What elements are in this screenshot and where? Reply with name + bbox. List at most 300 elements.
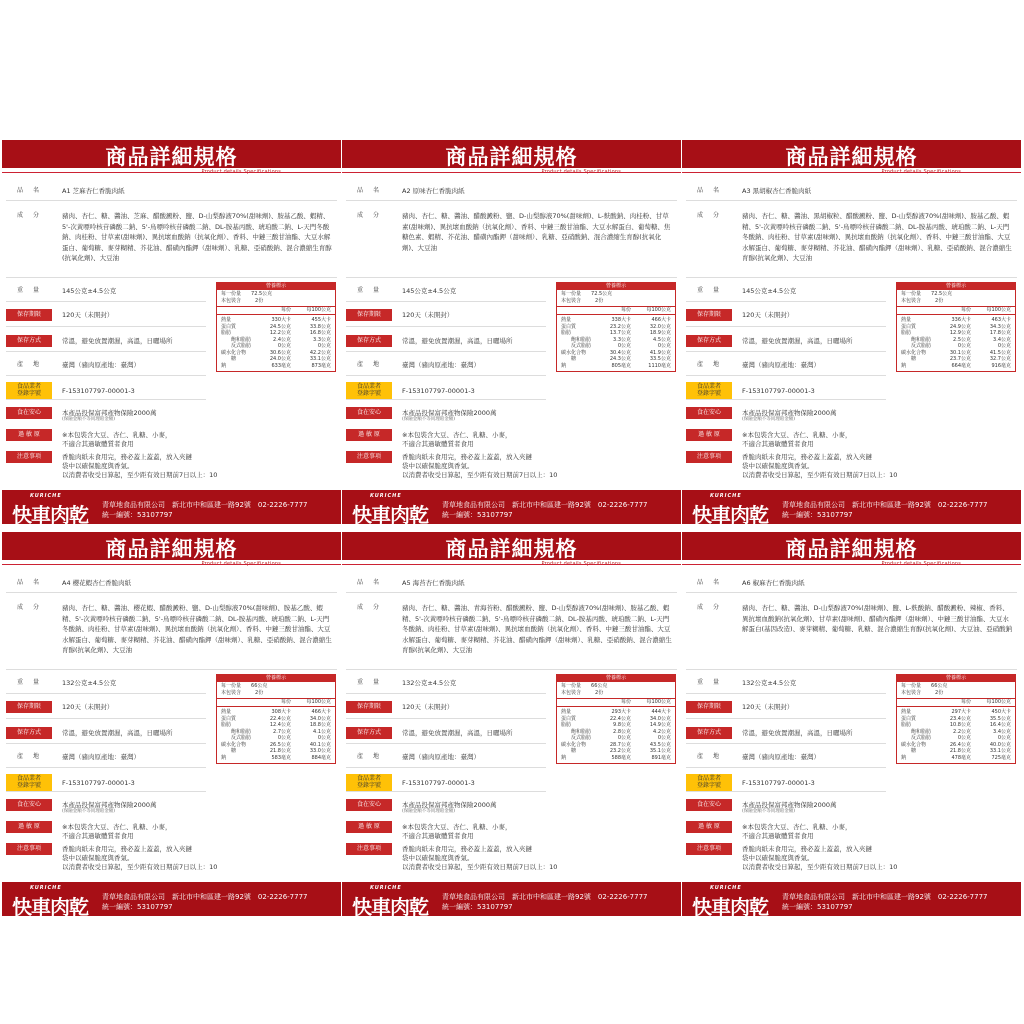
- nutrition-columns: [217, 699, 335, 707]
- serving-size-row: [561, 683, 671, 690]
- nutrition-columns: [897, 307, 1015, 315]
- shelf-life-value: 120天（未開封）: [402, 311, 454, 319]
- nutrient-per-serving: 633毫克: [271, 362, 291, 369]
- brand-logo: 快車肉乾: [352, 503, 428, 524]
- nutrition-rows: [897, 707, 1015, 763]
- panel-footer: [682, 882, 1021, 916]
- nutrient-per-100g: 4.1公克: [313, 728, 331, 735]
- nutrient-name: 碳水化合物: [561, 741, 587, 748]
- nutrient-per-serving: 0公克: [277, 735, 291, 741]
- row-divider: [686, 326, 886, 327]
- nutrient-per-100g: 41.5公克: [989, 349, 1011, 356]
- allergen-label: 過 敏 原: [346, 821, 392, 833]
- col-per-100g: 每100公克: [646, 699, 671, 705]
- header-divider: [682, 172, 1021, 173]
- nutrient-name: 蛋白質: [221, 323, 237, 330]
- storage-label: 保存方式: [346, 727, 392, 739]
- insurance-label: 食在安心: [346, 799, 392, 811]
- row-divider: [686, 718, 886, 719]
- nutrient-per-serving: 23.2公克: [609, 323, 631, 330]
- weight-label: 重 量: [16, 679, 41, 686]
- nutrition-columns: [557, 307, 675, 315]
- nutrient-per-100g: 35.1公克: [649, 748, 671, 754]
- panel-footer: [342, 490, 681, 524]
- nutrition-columns: [217, 307, 335, 315]
- allergen-value: ※本包裝含大豆、杏仁、乳糖、小麥，: [402, 823, 512, 831]
- nutrient-name: 飽和脂肪: [911, 728, 932, 735]
- nutrition-rows: [557, 707, 675, 763]
- insurance-value: 本產品投保富邦產物保險2000萬: [742, 801, 837, 809]
- registration-value: F-153107797-00001-3: [62, 387, 135, 395]
- allergen-label: 過 敏 原: [686, 429, 732, 441]
- nutrition-serving: [897, 682, 1015, 699]
- weight-value: 132公克±4.5公克: [62, 679, 117, 687]
- header-divider: [342, 172, 681, 173]
- serving-size-label: 每一份量: [901, 291, 922, 297]
- nutrient-per-100g: 455大卡: [311, 317, 331, 323]
- shelf-life-label: 保存期限: [346, 701, 392, 713]
- nutrition-table: [556, 674, 676, 764]
- nutrient-per-serving: 24.5公克: [269, 323, 291, 330]
- nutrition-columns: [897, 699, 1015, 707]
- nutrient-name: 鈉: [221, 362, 227, 369]
- nutrient-per-serving: 22.4公克: [269, 715, 291, 722]
- header-divider: [2, 172, 341, 173]
- nutrient-per-serving: 23.7公克: [949, 356, 971, 362]
- nutrient-per-serving: 583毫克: [271, 754, 291, 761]
- weight-value: 145公克±4.5公克: [62, 287, 117, 295]
- nutrient-name: 脂肪: [221, 722, 232, 728]
- allergen-value: ※本包裝含大豆、杏仁、乳糖、小麥，: [742, 823, 852, 831]
- col-per-serving: 每份: [960, 307, 971, 313]
- nutrient-per-serving: 13.7公克: [609, 330, 631, 336]
- nutrient-per-100g: 4.5公克: [653, 336, 671, 343]
- company-info: 青草地食品有限公司 新北市中和區建一路92號 02-2226-7777: [102, 501, 308, 509]
- nutrient-per-serving: 30.6公克: [269, 349, 291, 356]
- product-name-label: 品 名: [356, 579, 381, 586]
- serving-size-row: [561, 291, 671, 298]
- origin-value: 臺灣（豬肉原產地：臺灣）: [62, 361, 140, 369]
- product-panel: [342, 140, 681, 524]
- nutrient-per-serving: 24.0公克: [269, 356, 291, 362]
- notice-line: 以消費者收受日算起，至少距有效日期前7日以上：10: [62, 471, 218, 479]
- registration-value: F-153107797-00001-3: [742, 387, 815, 395]
- nutrition-serving: [217, 682, 335, 699]
- serving-size-label: 每一份量: [221, 291, 242, 297]
- insurance-label: 食在安心: [686, 407, 732, 419]
- servings-label: 本包裝含: [221, 690, 242, 696]
- nutrient-per-100g: 0公克: [317, 343, 331, 349]
- nutrient-per-serving: 0公克: [617, 735, 631, 741]
- nutrient-per-serving: 28.7公克: [609, 741, 631, 748]
- notice-label: 注意事項: [686, 451, 732, 463]
- panel-header: [2, 532, 341, 560]
- row-divider: [346, 399, 546, 400]
- shelf-life-value: 120天（未開封）: [402, 703, 454, 711]
- nutrient-per-serving: 0公克: [957, 735, 971, 741]
- notice-line: 袋中以確保脆度與香氣。: [402, 462, 474, 470]
- nutrient-per-serving: 22.4公克: [609, 715, 631, 722]
- row-divider: [346, 669, 677, 670]
- servings-label: 本包裝含: [561, 690, 582, 696]
- nutrient-per-100g: 33.1公克: [989, 748, 1011, 754]
- notice-line: 以消費者收受日算起，至少距有效日期前7日以上：10: [402, 471, 558, 479]
- insurance-note: (保險金額不等同理賠金額): [742, 417, 796, 422]
- nutrient-per-100g: 32.7公克: [989, 356, 1011, 362]
- serving-size-value: 66公克: [251, 683, 268, 689]
- row-divider: [686, 301, 886, 302]
- nutrient-name: 蛋白質: [221, 715, 237, 722]
- nutrient-per-serving: 21.8公克: [949, 748, 971, 754]
- row-divider: [6, 375, 206, 376]
- nutrient-per-serving: 2.4公克: [273, 336, 291, 343]
- nutrient-name: 熱量: [901, 317, 912, 323]
- weight-label: 重 量: [696, 679, 721, 686]
- ingredients-value: 豬肉、杏仁、糖、醬油、黑胡椒粒、醋酸澱粉、鹽、D-山梨醇液70%(甜味劑)、胺基乙酸、蝦精、5'-次黃嘌呤核苷磷酸二鈉、5'-鳥嘌呤核苷磷酸二鈉、DL-胺基丙酸、琥珀酸二鈉、L-天門冬酸鈉、肉桂粉、甘草素(甜味劑)、異抗壞血酸鈉（抗氧化劑）、香料、中鏈三酸甘油酯、大豆水解蛋白、葡萄糖、麥芽糊精、芥花油、醋磺內酯鉀（甜味劑）、乳糖、亞硝酸鈉、混合濃縮生育醇(抗氧化劑)、大豆油: [742, 212, 1012, 262]
- panel-header: [342, 140, 681, 168]
- notice-label: 注意事項: [6, 451, 52, 463]
- serving-size-value: 72.5公克: [591, 291, 613, 297]
- row-divider: [6, 200, 337, 201]
- weight-label: 重 量: [356, 287, 381, 294]
- row-divider: [6, 669, 337, 670]
- nutrition-title: 營養標示: [217, 675, 335, 682]
- origin-label: 產 地: [16, 361, 41, 368]
- panel-footer: [682, 490, 1021, 524]
- panel-footer: [342, 882, 681, 916]
- weight-value: 145公克±4.5公克: [402, 287, 457, 295]
- nutrient-per-100g: 16.4公克: [989, 722, 1011, 728]
- row-divider: [686, 693, 886, 694]
- nutrient-per-serving: 336大卡: [951, 317, 971, 323]
- weight-label: 重 量: [16, 287, 41, 294]
- nutrient-per-100g: 3.4公克: [993, 728, 1011, 735]
- origin-value: 臺灣（豬肉原產地：臺灣）: [402, 361, 480, 369]
- nutrition-title: 營養標示: [897, 675, 1015, 682]
- storage-label: 保存方式: [686, 727, 732, 739]
- nutrition-table: [216, 282, 336, 372]
- nutrient-per-100g: 18.8公克: [309, 722, 331, 728]
- row-divider: [346, 200, 677, 201]
- nutrition-row: [217, 755, 335, 762]
- panel-title: 商品詳細規格: [445, 145, 578, 169]
- nutrient-per-serving: 12.2公克: [269, 330, 291, 336]
- allergen-value: ※本包裝含大豆、杏仁、乳糖、小麥，: [742, 431, 852, 439]
- product-name-label: 品 名: [696, 579, 721, 586]
- nutrient-per-serving: 0公克: [617, 343, 631, 349]
- nutrient-per-100g: 34.3公克: [989, 323, 1011, 330]
- servings-value: 2份: [255, 298, 264, 304]
- nutrient-name: 糖: [231, 356, 237, 362]
- nutrient-name: 熱量: [221, 709, 232, 715]
- product-name-value: A5 海苔杏仁香脆肉紙: [402, 579, 465, 587]
- nutrient-per-100g: 3.4公克: [993, 336, 1011, 343]
- servings-row: [561, 298, 671, 305]
- registration-label: 食品業者 登錄字號: [686, 774, 732, 791]
- product-panel: [682, 532, 1021, 916]
- servings-value: 2份: [595, 690, 604, 696]
- servings-label: 本包裝含: [561, 298, 582, 304]
- brand-logo: 快車肉乾: [352, 895, 428, 916]
- row-divider: [686, 767, 886, 768]
- ingredients-label: 成 分: [16, 604, 41, 611]
- nutrient-per-100g: 43.5公克: [649, 741, 671, 748]
- insurance-note: (保險金額不等同理賠金額): [62, 809, 116, 814]
- brand-logo: 快車肉乾: [692, 503, 768, 524]
- allergen-label: 過 敏 原: [6, 821, 52, 833]
- nutrient-per-serving: 297大卡: [951, 709, 971, 715]
- brand-logo: 快車肉乾: [12, 895, 88, 916]
- nutrient-per-100g: 41.9公克: [649, 349, 671, 356]
- nutrition-serving: [217, 290, 335, 307]
- row-divider: [6, 277, 337, 278]
- insurance-value: 本產品投保富邦產物保險2000萬: [742, 409, 837, 417]
- nutrient-per-100g: 466大卡: [651, 317, 671, 323]
- storage-label: 保存方式: [6, 335, 52, 347]
- nutrient-per-100g: 450大卡: [991, 709, 1011, 715]
- row-divider: [686, 669, 1017, 670]
- allergen-note: 不適合其過敏體質者食用: [62, 832, 134, 840]
- nutrient-per-serving: 2.2公克: [953, 728, 971, 735]
- nutrient-name: 碳水化合物: [561, 349, 587, 356]
- nutrient-per-serving: 0公克: [957, 343, 971, 349]
- header-divider: [682, 564, 1021, 565]
- brand-logo-small: KURICHE: [710, 885, 742, 891]
- allergen-note: 不適合其過敏體質者食用: [742, 832, 814, 840]
- nutrient-name: 反式脂肪: [911, 735, 932, 741]
- nutrient-name: 鈉: [901, 362, 907, 369]
- storage-value: 常溫，避免放置潮濕，高溫，日曬場所: [62, 729, 173, 737]
- nutrient-name: 糖: [571, 748, 577, 754]
- registration-label: 食品業者 登錄字號: [6, 774, 52, 791]
- panel-header: [682, 532, 1021, 560]
- product-name-value: A1 芝麻杏仁香脆肉紙: [62, 187, 125, 195]
- nutrient-per-100g: 40.0公克: [989, 741, 1011, 748]
- panel-title: 商品詳細規格: [785, 537, 918, 561]
- nutrition-table: [896, 674, 1016, 764]
- nutrient-per-serving: 9.8公克: [613, 722, 631, 728]
- brand-logo-small: KURICHE: [710, 493, 742, 499]
- nutrient-per-serving: 2.8公克: [613, 728, 631, 735]
- nutrient-per-100g: 14.9公克: [649, 722, 671, 728]
- ingredients-value: 豬肉、杏仁、糖、醬油、D-山梨醇液70%(甜味劑)、鹽、L-麩酸鈉、醋酸澱粉、辣椒、香料、異抗壞血酸鈉(抗氧化劑)、甘草素(甜味劑)、醋磺內酯鉀（甜味劑）、中鏈三酸甘油酯、大豆水解蛋白(基因改造)、麥芽糊精、葡萄糖、乳糖、混合濃縮生育醇(抗氧化劑)、大豆油、亞硝酸鈉: [742, 604, 1013, 633]
- notice-value: 香脆肉紙未食用完，務必蓋上蓋蓋，放入夾鏈: [62, 453, 192, 461]
- nutrient-per-serving: 588毫克: [611, 754, 631, 761]
- insurance-value: 本產品投保富邦產物保險2000萬: [62, 409, 157, 417]
- row-divider: [346, 351, 546, 352]
- row-divider: [6, 399, 206, 400]
- shelf-life-value: 120天（未開封）: [62, 703, 114, 711]
- nutrient-per-serving: 12.4公克: [269, 722, 291, 728]
- row-divider: [6, 767, 206, 768]
- row-divider: [686, 791, 886, 792]
- weight-value: 132公克±4.5公克: [402, 679, 457, 687]
- row-divider: [6, 592, 337, 593]
- nutrition-row: [217, 363, 335, 370]
- allergen-note: 不適合其過敏體質者食用: [62, 440, 134, 448]
- company-info: 青草地食品有限公司 新北市中和區建一路92號 02-2226-7777: [442, 501, 648, 509]
- nutrient-per-100g: 0公克: [317, 735, 331, 741]
- nutrient-name: 脂肪: [561, 722, 572, 728]
- tax-id: 統一編號：53107797: [102, 903, 173, 911]
- nutrient-name: 反式脂肪: [231, 343, 252, 349]
- storage-value: 常溫，避免放置潮濕，高溫，日曬場所: [62, 337, 173, 345]
- shelf-life-value: 120天（未開封）: [62, 311, 114, 319]
- nutrient-name: 飽和脂肪: [231, 728, 252, 735]
- weight-label: 重 量: [356, 679, 381, 686]
- nutrient-name: 反式脂肪: [571, 343, 592, 349]
- serving-size-row: [221, 291, 331, 298]
- storage-value: 常溫，避免放置潮濕，高溫，日曬場所: [742, 729, 853, 737]
- nutrient-per-100g: 3.3公克: [313, 336, 331, 343]
- nutrient-name: 飽和脂肪: [231, 336, 252, 343]
- nutrition-serving: [557, 290, 675, 307]
- company-info: 青草地食品有限公司 新北市中和區建一路92號 02-2226-7777: [782, 893, 988, 901]
- nutrient-name: 蛋白質: [561, 715, 577, 722]
- tax-id: 統一編號：53107797: [782, 903, 853, 911]
- nutrient-name: 飽和脂肪: [571, 336, 592, 343]
- nutrition-row: [897, 363, 1015, 370]
- row-divider: [6, 693, 206, 694]
- serving-size-value: 72.5公克: [931, 291, 953, 297]
- nutrient-per-serving: 805毫克: [611, 362, 631, 369]
- notice-line: 以消費者收受日算起，至少距有效日期前7日以上：10: [402, 863, 558, 871]
- ingredients-label: 成 分: [16, 212, 41, 219]
- nutrient-per-100g: 34.0公克: [649, 715, 671, 722]
- nutrient-name: 反式脂肪: [571, 735, 592, 741]
- nutrient-per-serving: 26.5公克: [269, 741, 291, 748]
- row-divider: [686, 200, 1017, 201]
- serving-size-label: 每一份量: [901, 683, 922, 689]
- nutrient-per-serving: 3.3公克: [613, 336, 631, 343]
- ingredients-label: 成 分: [356, 212, 381, 219]
- nutrient-name: 脂肪: [221, 330, 232, 336]
- shelf-life-label: 保存期限: [346, 309, 392, 321]
- nutrient-per-serving: 24.9公克: [949, 323, 971, 330]
- row-divider: [686, 399, 886, 400]
- notice-line: 袋中以確保脆度與香氣。: [62, 854, 134, 862]
- nutrient-per-100g: 1110毫克: [648, 362, 671, 369]
- ingredients-label: 成 分: [696, 212, 721, 219]
- ingredients-label: 成 分: [356, 604, 381, 611]
- nutrient-per-100g: 16.8公克: [309, 330, 331, 336]
- servings-row: [561, 690, 671, 697]
- nutrition-table: [556, 282, 676, 372]
- nutrient-name: 鈉: [561, 362, 567, 369]
- nutrient-name: 糖: [911, 748, 917, 754]
- row-divider: [346, 791, 546, 792]
- storage-label: 保存方式: [6, 727, 52, 739]
- col-per-100g: 每100公克: [306, 699, 331, 705]
- storage-value: 常溫，避免放置潮濕，高溫，日曬場所: [402, 337, 513, 345]
- nutrient-name: 脂肪: [901, 722, 912, 728]
- nutrient-name: 鈉: [561, 754, 567, 761]
- brand-logo-small: KURICHE: [30, 493, 62, 499]
- panel-title: 商品詳細規格: [445, 537, 578, 561]
- notice-line: 袋中以確保脆度與香氣。: [742, 854, 814, 862]
- notice-value: 香脆肉紙未食用完，務必蓋上蓋蓋，放入夾鏈: [402, 845, 532, 853]
- row-divider: [346, 326, 546, 327]
- notice-value: 香脆肉紙未食用完，務必蓋上蓋蓋，放入夾鏈: [402, 453, 532, 461]
- nutrient-per-serving: 330大卡: [271, 317, 291, 323]
- company-info: 青草地食品有限公司 新北市中和區建一路92號 02-2226-7777: [442, 893, 648, 901]
- notice-line: 袋中以確保脆度與香氣。: [402, 854, 474, 862]
- nutrient-name: 糖: [571, 356, 577, 362]
- company-info: 青草地食品有限公司 新北市中和區建一路92號 02-2226-7777: [782, 501, 988, 509]
- origin-label: 產 地: [696, 753, 721, 760]
- registration-label: 食品業者 登錄字號: [346, 774, 392, 791]
- row-divider: [346, 743, 546, 744]
- serving-size-row: [901, 683, 1011, 690]
- serving-size-label: 每一份量: [561, 683, 582, 689]
- nutrient-per-100g: 32.0公克: [649, 323, 671, 330]
- tax-id: 統一編號：53107797: [442, 511, 513, 519]
- nutrient-name: 反式脂肪: [911, 343, 932, 349]
- shelf-life-label: 保存期限: [686, 309, 732, 321]
- panel-header: [2, 140, 341, 168]
- notice-value: 香脆肉紙未食用完，務必蓋上蓋蓋，放入夾鏈: [742, 845, 872, 853]
- nutrient-name: 熱量: [221, 317, 232, 323]
- shelf-life-value: 120天（未開封）: [742, 311, 794, 319]
- allergen-note: 不適合其過敏體質者食用: [742, 440, 814, 448]
- shelf-life-value: 120天（未開封）: [742, 703, 794, 711]
- nutrient-per-100g: 0公克: [657, 735, 671, 741]
- notice-label: 注意事項: [6, 843, 52, 855]
- product-panel: [342, 532, 681, 916]
- servings-label: 本包裝含: [901, 298, 922, 304]
- nutrient-name: 糖: [911, 356, 917, 362]
- brand-logo: 快車肉乾: [12, 503, 88, 524]
- notice-label: 注意事項: [346, 843, 392, 855]
- insurance-note: (保險金額不等同理賠金額): [402, 809, 456, 814]
- row-divider: [346, 767, 546, 768]
- nutrient-per-100g: 17.8公克: [989, 330, 1011, 336]
- nutrient-name: 脂肪: [901, 330, 912, 336]
- panel-footer: [2, 882, 341, 916]
- origin-label: 產 地: [356, 361, 381, 368]
- nutrient-per-100g: 42.2公克: [309, 349, 331, 356]
- allergen-note: 不適合其過敏體質者食用: [402, 832, 474, 840]
- product-panel: [682, 140, 1021, 524]
- col-per-100g: 每100公克: [646, 307, 671, 313]
- origin-value: 臺灣（豬肉原產地：臺灣）: [62, 753, 140, 761]
- nutrient-per-serving: 21.8公克: [269, 748, 291, 754]
- nutrient-per-serving: 23.4公克: [949, 715, 971, 722]
- row-divider: [346, 301, 546, 302]
- notice-value: 香脆肉紙未食用完，務必蓋上蓋蓋，放入夾鏈: [742, 453, 872, 461]
- row-divider: [6, 718, 206, 719]
- brand-logo: 快車肉乾: [692, 895, 768, 916]
- storage-label: 保存方式: [346, 335, 392, 347]
- nutrient-name: 熱量: [901, 709, 912, 715]
- nutrition-rows: [897, 315, 1015, 371]
- row-divider: [346, 375, 546, 376]
- nutrient-per-100g: 33.0公克: [309, 748, 331, 754]
- servings-value: 2份: [595, 298, 604, 304]
- servings-row: [901, 298, 1011, 305]
- ingredients-value: 豬肉、杏仁、糖、醬油、櫻花蝦、醋酸澱粉、鹽、D-山梨醇液70%(甜味劑)、胺基乙酸、蝦精、5'-次黃嘌呤核苷磷酸二鈉、5'-鳥嘌呤核苷磷酸二鈉、DL-胺基丙酸、琥珀酸二鈉、L-天門冬酸鈉、肉桂粉、甘草素(甜味劑)、異抗壞血酸鈉（抗氧化劑）、香料、中鏈三酸甘油酯、大豆水解蛋白、葡萄糖、麥芽糊精、芥花油、醋磺內酯鉀（甜味劑）、乳糖、亞硝酸鈉、混合濃縮生育醇(抗氧化劑)、大豆油: [62, 604, 332, 654]
- row-divider: [346, 592, 677, 593]
- nutrient-per-100g: 33.8公克: [309, 323, 331, 330]
- nutrition-rows: [217, 707, 335, 763]
- notice-line: 袋中以確保脆度與香氣。: [62, 462, 134, 470]
- nutrient-per-100g: 0公克: [657, 343, 671, 349]
- panel-footer: [2, 490, 341, 524]
- nutrient-per-100g: 40.1公克: [309, 741, 331, 748]
- nutrient-name: 蛋白質: [901, 323, 917, 330]
- insurance-label: 食在安心: [686, 799, 732, 811]
- nutrient-per-100g: 444大卡: [651, 709, 671, 715]
